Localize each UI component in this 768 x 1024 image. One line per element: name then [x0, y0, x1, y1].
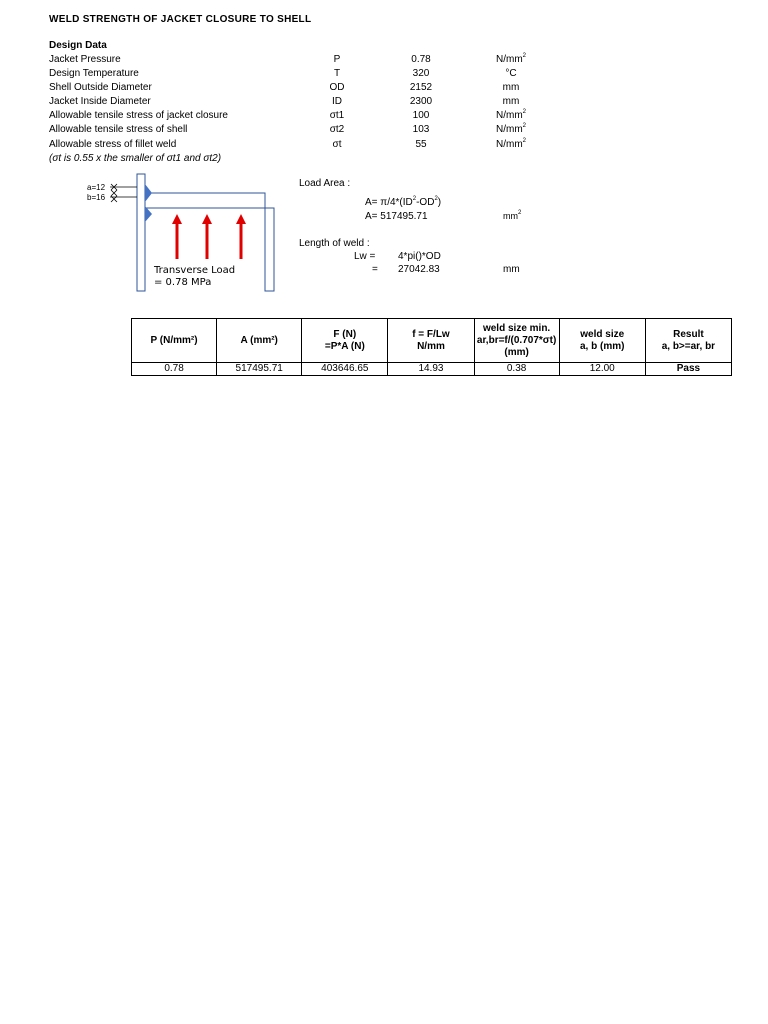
- weld-a-label: a=12: [87, 183, 106, 192]
- load-arrow-3-head: [236, 214, 246, 224]
- row-label: Allowable tensile stress of jacket closure: [49, 110, 228, 121]
- row-unit: $N/mm^2$: [495, 123, 526, 135]
- weld-b-label: b=16: [87, 193, 106, 202]
- length-of-weld-unit: mm: [503, 264, 520, 275]
- row-symbol: σt2: [329, 124, 345, 135]
- row-value: 0.78: [411, 54, 431, 65]
- row-value: 55: [415, 139, 427, 150]
- row-value: 100: [412, 110, 430, 121]
- results-table: [131, 318, 732, 376]
- length-of-weld-heading: Length of weld :: [299, 238, 370, 249]
- transverse-load-value: = 0.78 MPa: [154, 277, 212, 288]
- row-symbol: σt: [332, 139, 342, 150]
- results-header-row: [132, 319, 732, 363]
- results-value-row: [132, 363, 732, 376]
- load-area-formula: $A= \pi/4*(ID^2-OD^2)$: [365, 196, 442, 208]
- row-design-temperature: [49, 68, 569, 82]
- header-min-weld-size: weld size min. ar,br=f/(0.707*σt) (mm): [474, 319, 559, 363]
- row-symbol: OD: [329, 82, 345, 93]
- load-arrow-2-head: [202, 214, 212, 224]
- row-allowable-stress-shell: [49, 124, 569, 138]
- row-unit: mm: [502, 96, 520, 107]
- row-symbol: P: [333, 54, 341, 65]
- length-of-weld-result: 27042.83: [398, 264, 440, 275]
- row-label: Design Temperature: [49, 68, 139, 79]
- value-area: 517495.71: [217, 363, 302, 376]
- row-allowable-stress-jacket: [49, 110, 569, 124]
- load-arrow-1-head: [172, 214, 182, 224]
- transverse-load-label: Transverse Load: [154, 265, 236, 276]
- header-result: Result a, b>=ar, br: [645, 319, 731, 363]
- row-unit: mm: [502, 82, 520, 93]
- length-of-weld-equals: =: [372, 264, 378, 275]
- length-of-weld-lhs: Lw =: [354, 251, 376, 262]
- row-label: Allowable tensile stress of shell: [49, 124, 188, 135]
- row-label: Jacket Inside Diameter: [49, 96, 151, 107]
- row-jacket-inside-diameter: [49, 96, 569, 110]
- row-label: Allowable stress of fillet weld: [49, 139, 177, 150]
- value-weld-size: 12.00: [559, 363, 645, 376]
- row-symbol: ID: [332, 96, 342, 107]
- row-unit: $N/mm^2$: [495, 53, 526, 65]
- row-label: Shell Outside Diameter: [49, 82, 152, 93]
- design-data-heading: Design Data: [49, 40, 107, 51]
- row-unit: $N/mm^2$: [495, 138, 526, 150]
- load-area-heading: Load Area :: [299, 178, 351, 189]
- row-label: Jacket Pressure: [49, 54, 121, 65]
- row-value: 2152: [409, 82, 433, 93]
- value-force: 403646.65: [302, 363, 388, 376]
- stress-note: (σt is 0.55 x the smaller of σt1 and σt2): [49, 153, 222, 164]
- shell-wall: [137, 174, 145, 291]
- row-value: 103: [412, 124, 430, 135]
- header-force: F (N) =P*A (N): [302, 319, 388, 363]
- row-value: 320: [412, 68, 430, 79]
- row-symbol: σt1: [329, 110, 345, 121]
- document-title: WELD STRENGTH OF JACKET CLOSURE TO SHELL: [49, 14, 312, 25]
- load-area-result: A= 517495.71: [365, 211, 428, 222]
- header-weld-size: weld size a, b (mm): [559, 319, 645, 363]
- value-result: Pass: [645, 363, 731, 376]
- row-symbol: T: [333, 68, 341, 79]
- header-pressure: P (N/mm²): [132, 319, 217, 363]
- jacket-wall: [265, 208, 274, 291]
- value-unit-load: 14.93: [388, 363, 474, 376]
- value-min-weld-size: 0.38: [474, 363, 559, 376]
- row-unit: $N/mm^2$: [495, 109, 526, 121]
- header-area: A (mm²): [217, 319, 302, 363]
- load-area-unit: $mm^2$: [503, 210, 522, 221]
- row-shell-outside-diameter: [49, 82, 569, 96]
- header-unit-load: f = F/Lw N/mm: [388, 319, 474, 363]
- length-of-weld-formula: 4*pi()*OD: [398, 251, 441, 262]
- row-allowable-stress-weld: [49, 139, 569, 153]
- row-jacket-pressure: [49, 54, 569, 68]
- jacket-closure-plate: [145, 193, 265, 208]
- row-unit: °C: [505, 68, 517, 79]
- row-value: 2300: [409, 96, 433, 107]
- value-pressure: 0.78: [132, 363, 217, 376]
